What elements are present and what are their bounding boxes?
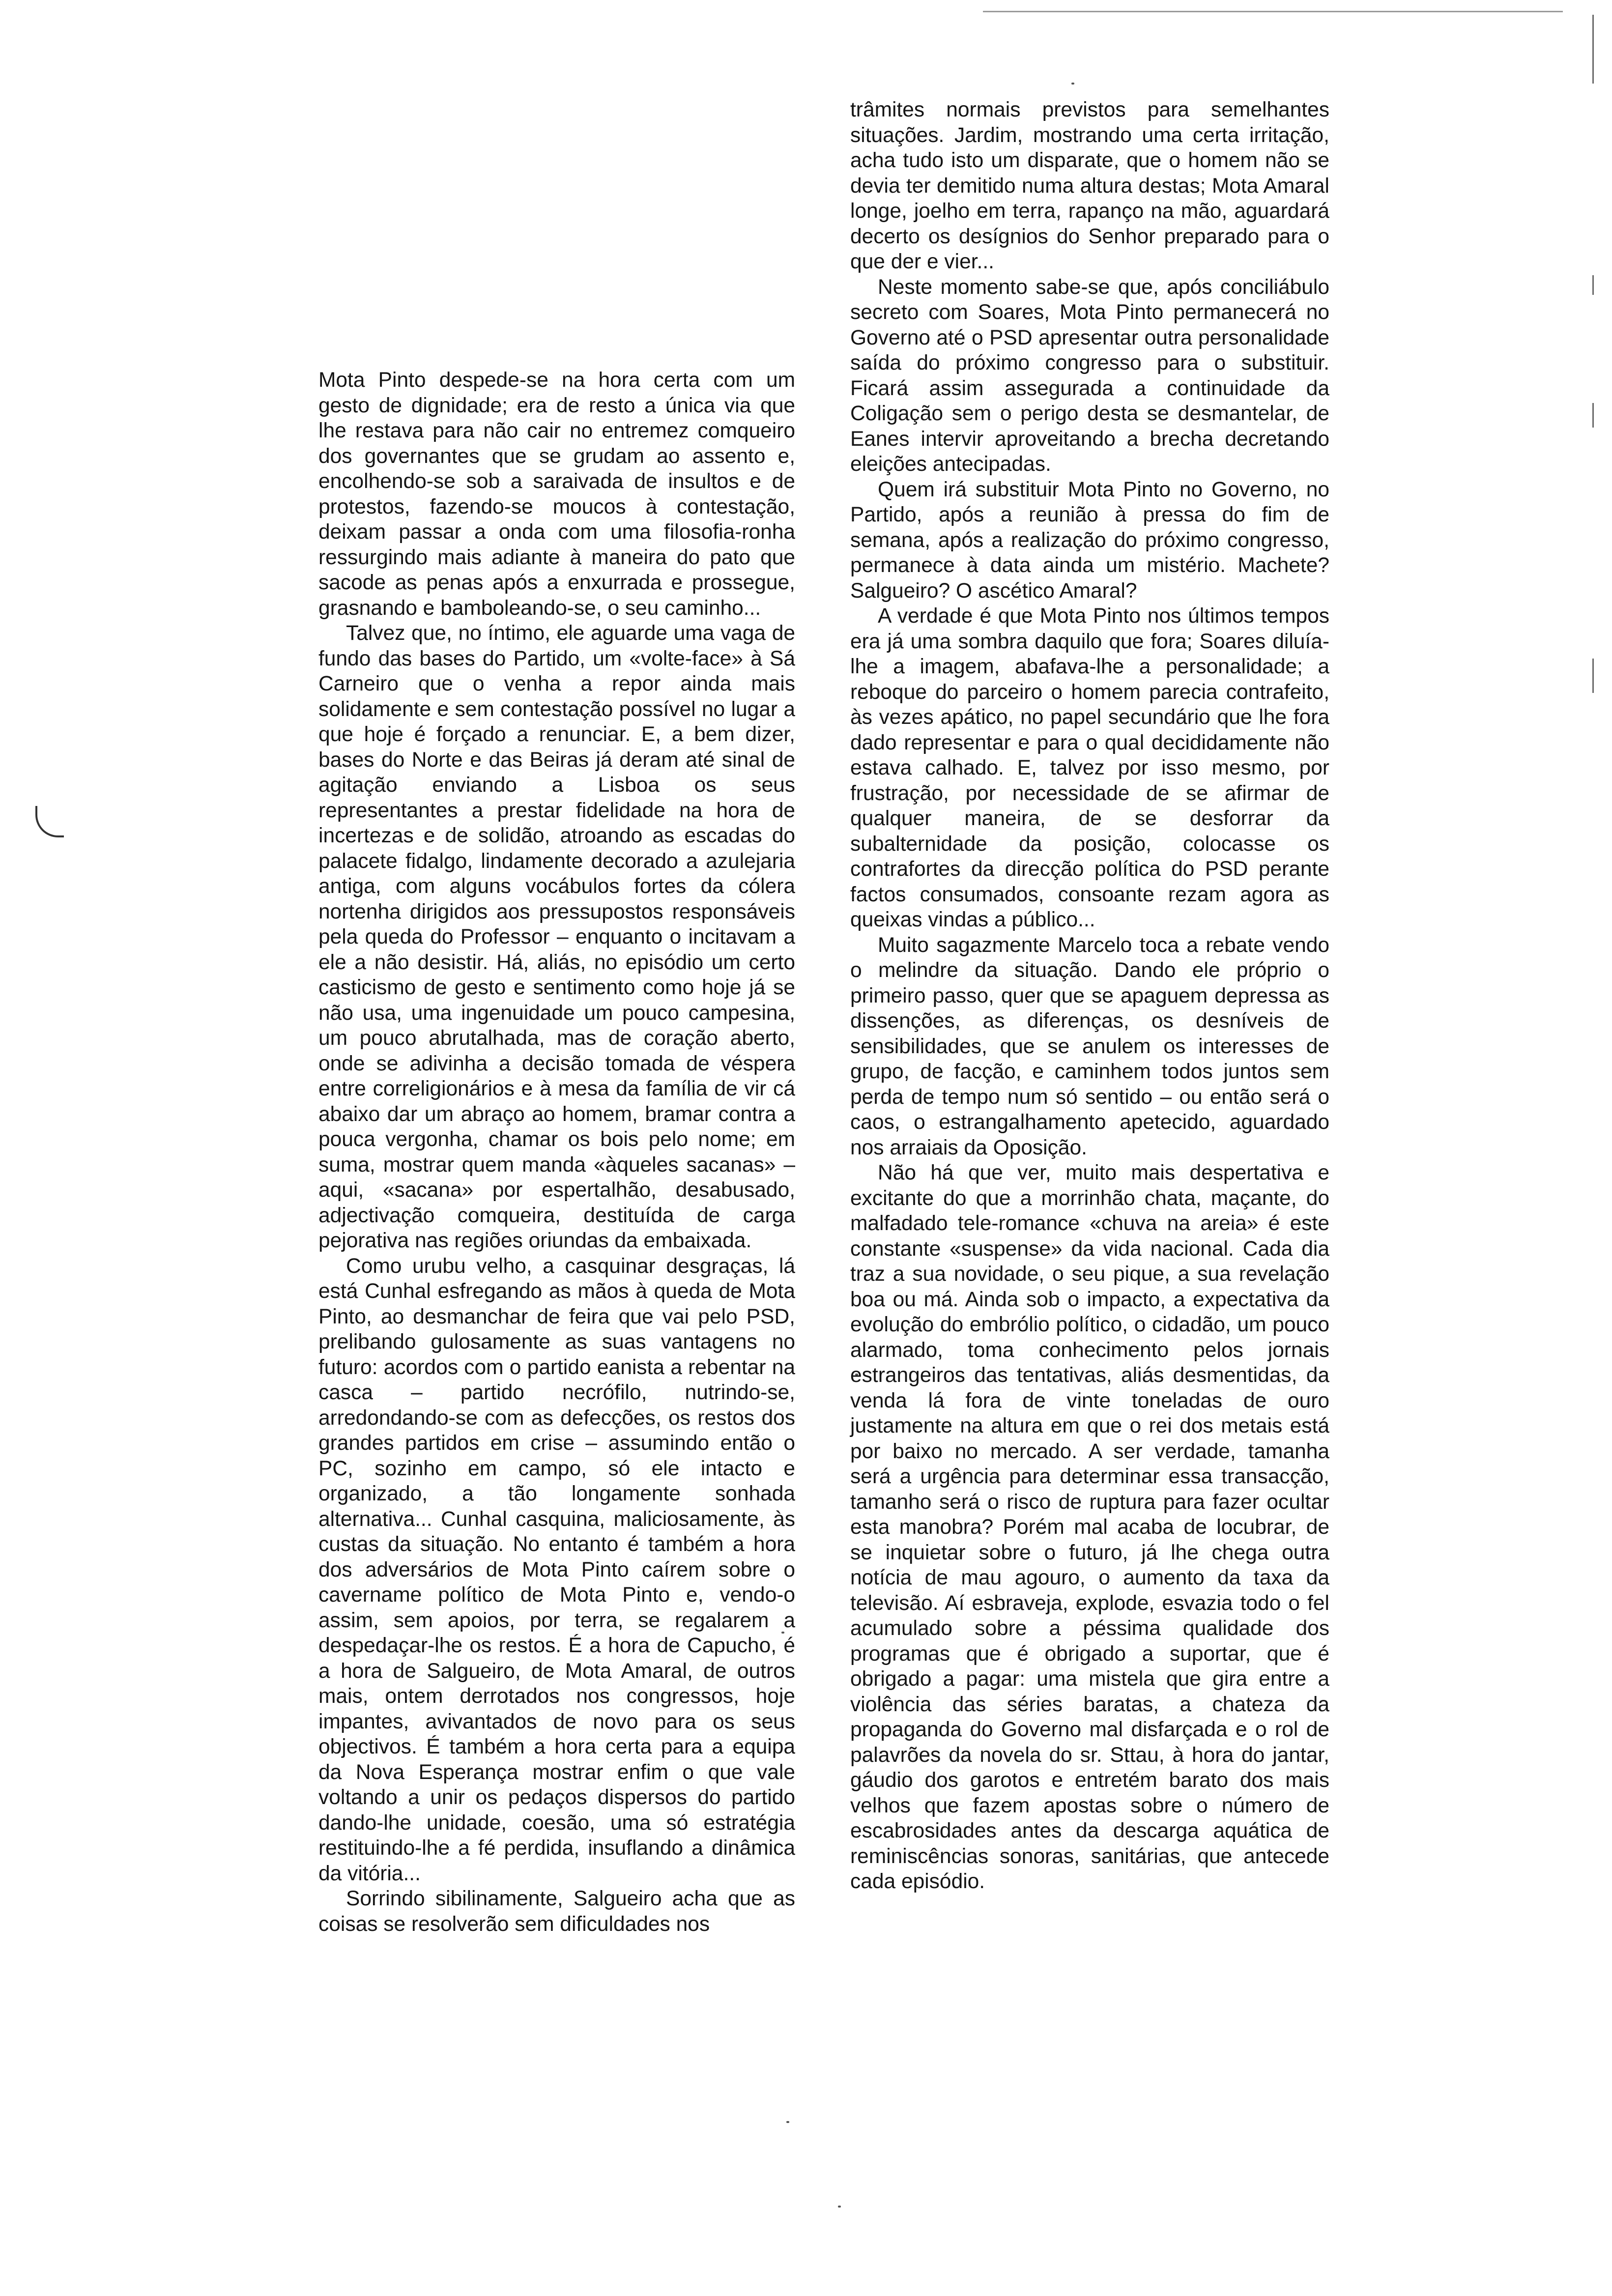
top-rule-line <box>983 11 1563 12</box>
scan-speck <box>1071 83 1074 85</box>
paragraph: Quem irá substituir Mota Pinto no Governo, no Partido, após a reunião à pressa do fim de semana, após a realização do próximo congresso, permanece à data ainda um mistério. Machete? Salgueiro? O ascético Amaral? <box>850 478 1329 603</box>
paragraph: Não há que ver, muito mais despertativa e excitante do que a morrinhão chata, maçante, do malfadado tele-romance «chuva na areia» é este constante «suspense» da vida nacional. Cada dia traz a sua novidade, o seu pique, a sua revelação boa ou má. Ainda sob o impacto, a expectativa da evolução do embrólio político, o cidadão, um pouco alarmado, toma conhecimento pelos jornais estrangeiros das tentativas, aliás desmentidas, da venda lá fora de vinte toneladas de ouro justamente na altura em que o rei dos metais está por baixo no mercado. A ser verdade, tamanha será a urgência para determinar essa transacção, tamanho será o risco de ruptura para fazer ocultar esta manobra? Porém mal acaba de locubrar, de se inquietar sobre o futuro, já lhe chega outra notícia de mau agouro, o aumento da taxa da televisão. Aí esbraveja, explode, esvazia todo o fel acumulado sobre a péssima qualidade dos programas que é obrigado a suportar, que é obrigado a pagar: uma mistela que gira entre a violência das séries baratas, a chateza da propaganda do Governo mal disfarçada e o rol de palavrões da novela do sr. Sttau, à hora do jantar, gáudio dos garotos e entretém barato dos mais velhos que fazem apostas sobre o número de escabrosidades antes da descarga aquática de reminiscências sonoras, sanitárias, que antecede cada episódio. <box>850 1161 1329 1893</box>
scan-speck <box>786 2121 789 2123</box>
article-column-right <box>850 97 1329 1894</box>
right-edge-mark <box>1592 275 1594 295</box>
article-column-left <box>318 368 795 1937</box>
paragraph: Neste momento sabe-se que, após conciliábulo secreto com Soares, Mota Pinto permanecerá no Governo até o PSD apresentar outra personalidade saída do próximo congresso para o substituir. Ficará assim assegurada a continuidade da Coligação sem o perigo desta se desmantelar, de Eanes intervir aproveitando a brecha decretando eleições antecipadas. <box>850 275 1329 476</box>
paragraph: Muito sagazmente Marcelo toca a rebate vendo o melindre da situação. Dando ele próprio o primeiro passo, quer que se apaguem depressa as dissenções, as diferenças, os desníveis de sensibilidades, que se anulem os interesses de grupo, de facção, e caminhem todos juntos sem perda de tempo num só sentido – ou então será o caos, o estrangalhamento apetecido, aguardado nos arraiais da Oposição. <box>850 933 1329 1159</box>
paragraph: Mota Pinto despede-se na hora certa com um gesto de dignidade; era de resto a única via que lhe restava para não cair no entremez comqueiro dos governantes que se grudam ao assento e, encolhendo-se sob a saraivada de insultos e de protestos, fazendo-se moucos à contestação, deixam passar a onda com uma filosofia-ronha ressurgindo mais adiante à maneira do pato que sacode as penas após a enxurrada e prossegue, grasnando e bamboleando-se, o seu caminho... <box>318 369 795 620</box>
scan-speck <box>838 2206 841 2208</box>
paragraph: Sorrindo sibilinamente, Salgueiro acha que as coisas se resolverão sem dificuldades nos <box>318 1887 795 1936</box>
paragraph: Talvez que, no íntimo, ele aguarde uma vaga de fundo das bases do Partido, um «volte-face» à Sá Carneiro que o venha a repor ainda mais solidamente e sem contestação possível no lugar a que hoje é forçado a renunciar. E, a bem dizer, bases do Norte e das Beiras já deram até sinal de agitação enviando a Lisboa os seus representantes a prestar fidelidade na hora de incertezas e de solidão, atroando as escadas do palacete fidalgo, lindamente decorado a azulejaria antiga, com alguns vocábulos fortes da cólera nortenha dirigidos aos pressupostos responsáveis pela queda do Professor – enquanto o incitavam a ele a não desistir. Há, aliás, no episódio um certo casticismo de gesto e sentimento como hoje já se não usa, uma ingenuidade um pouco campesina, um pouco abrutalhada, mas de coração aberto, onde se adivinha a decisão tomada de véspera entre correligionários e à mesa da família de vir cá abaixo dar um abraço ao homem, bramar contra a pouca vergonha, chamar os bois pelo nome; em suma, mostrar quem manda «àqueles sacanas» – aqui, «sacana» por espertalhão, desabusado, adjectivação comqueira, destituída de carga pejorativa nas regiões oriundas da embaixada. <box>318 622 795 1252</box>
paragraph: A verdade é que Mota Pinto nos últimos tempos era já uma sombra daquilo que fora; Soares diluía-lhe a imagem, abafava-lhe a personalidade; a reboque do parceiro o homem parecia contrafeito, às vezes apático, no papel secundário que lhe fora dado representar e para o qual decididamente não estava calhado. E, talvez por isso mesmo, por frustração, por necessidade de se afirmar de qualquer maneira, de se desforrar da subalternidade da posição, colocasse os contrafortes da direcção política do PSD perante factos consumados, consoante rezam agora as queixas vindas a público... <box>850 604 1329 931</box>
paragraph: Como urubu velho, a casquinar desgraças, lá está Cunhal esfregando as mãos à queda de Mota Pinto, ao desmanchar de feira que vai pelo PSD, prelibando gulosamente as suas vantagens no futuro: acordos com o partido eanista a rebentar na casca – partido necrófilo, nutrindo-se, arredondando-se com as defecções, os restos dos grandes partidos em crise – assumindo então o PC, sozinho em campo, só ele intacto e organizado, a tão longamente sonhada alternativa... Cunhal casquina, maliciosamente, às custas da situação. No entanto é também a hora dos adversários de Mota Pinto caírem sobre o cavername político de Mota Pinto e, vendo-o assim, sem apoios, por terra, se regalarem a despedaçar-lhe os restos. É a hora de Capucho, é a hora de Salgueiro, de Mota Amaral, de outros mais, ontem derrotados nos congressos, hoje impantes, avivantados de novo para os seus objectivos. É também a hora certa para a equipa da Nova Esperança mostrar enfim o que vale voltando a unir os pedaços dispersos do partido dando-lhe unidade, coesão, uma só estratégia restituindo-lhe a fé perdida, insuflando a dinâmica da vitória... <box>318 1254 795 1885</box>
margin-bracket-mark <box>35 806 64 837</box>
right-edge-mark <box>1592 659 1594 693</box>
right-edge-mark <box>1592 15 1594 84</box>
right-edge-mark <box>1592 403 1594 428</box>
paragraph: trâmites normais previstos para semelhantes situações. Jardim, mostrando uma certa irritação, acha tudo isto um disparate, que o homem não se devia ter demitido numa altura destas; Mota Amaral longe, joelho em terra, rapanço na mão, aguardará decerto os desígnios do Senhor preparado para o que der e vier... <box>850 98 1329 273</box>
